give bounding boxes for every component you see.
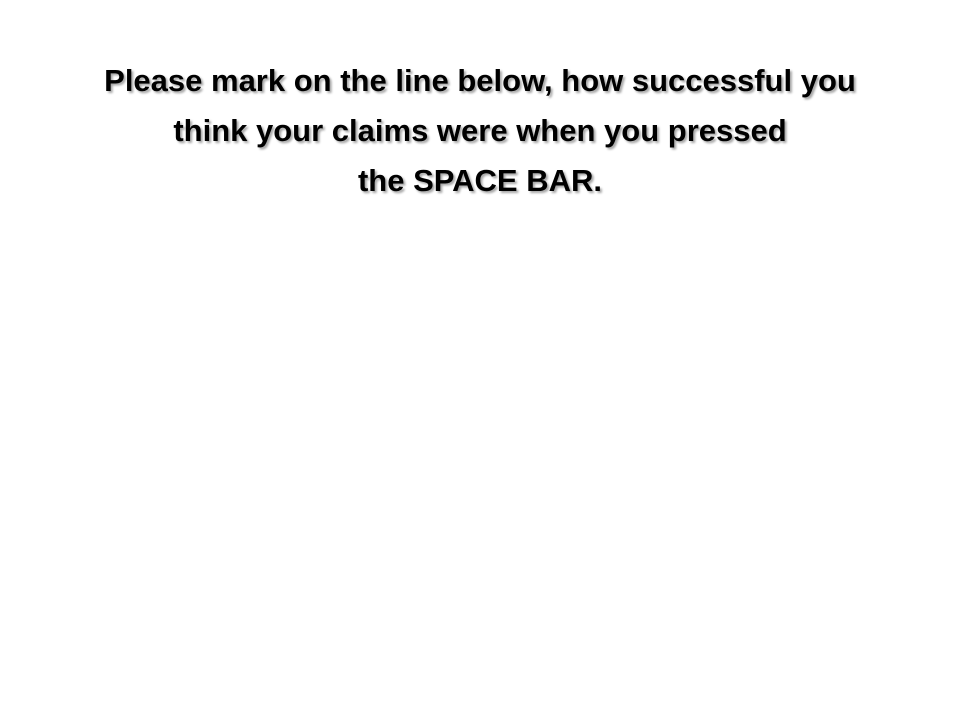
prompt-line-1: Please mark on the line below, how successful you xyxy=(104,63,856,98)
prompt-line-3: the SPACE BAR. xyxy=(357,163,602,198)
question-prompt xyxy=(20,56,940,206)
prompt-line-2: think your claims were when you pressed xyxy=(173,113,787,148)
